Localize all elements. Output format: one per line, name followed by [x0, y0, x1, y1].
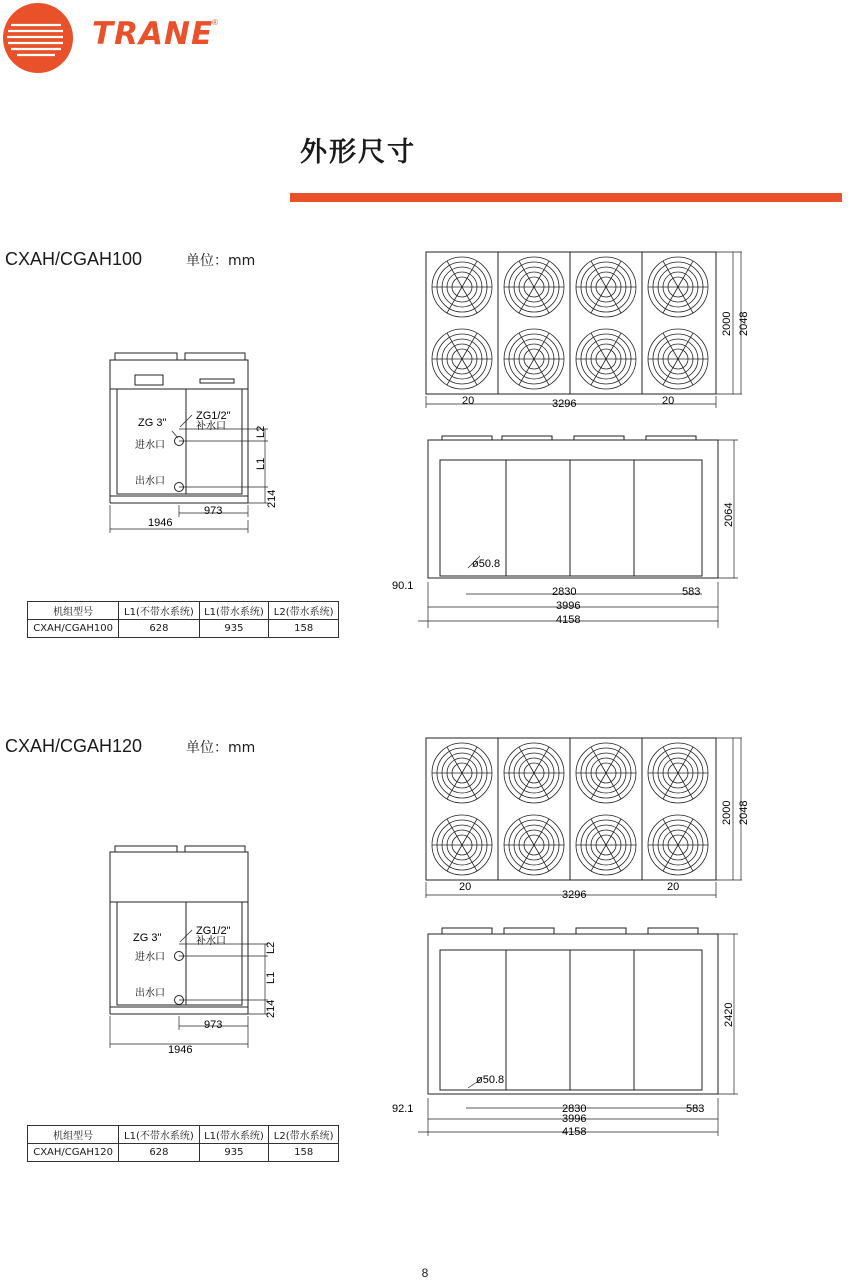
dim-3296: 3296: [552, 398, 577, 410]
fan-grille-icon: [432, 257, 492, 317]
water-inlet-label: 进水口: [135, 440, 165, 451]
table-cell: 935: [199, 1144, 269, 1162]
dim-2000: 2000: [721, 311, 733, 336]
dim-2830: 2830: [562, 1103, 587, 1115]
side-view-drawing: [392, 432, 742, 632]
table-header-cell: L2(带水系统): [269, 1126, 339, 1144]
front-view-drawing: [100, 345, 285, 535]
table-header-cell: L1(带水系统): [199, 1126, 269, 1144]
l1-dim: L1: [265, 971, 277, 984]
model-title: CXAH/CGAH100: [5, 249, 143, 269]
fan-grille-icon: [576, 329, 636, 389]
dim-20-right: 20: [667, 881, 680, 893]
makeup-water-label: 补水口: [196, 421, 226, 432]
dim-3996: 3996: [562, 1113, 587, 1125]
table-row: [28, 620, 339, 638]
dim-20-left: 20: [462, 395, 475, 407]
page-number: 8: [421, 1266, 429, 1280]
dim-2830: 2830: [552, 586, 577, 598]
dim-973: 973: [204, 505, 223, 517]
table-header-row: [28, 1126, 339, 1144]
zg-small-label: ZG1/2": [196, 925, 231, 937]
page-title: 外形尺寸: [300, 137, 416, 168]
makeup-water-label: 补水口: [196, 936, 226, 947]
dim-3296: 3296: [562, 889, 587, 900]
dim-offset: 90.1: [392, 580, 414, 592]
fan-grille-icon: [432, 329, 492, 389]
spec-table: [27, 601, 339, 638]
fan-grille-icon: [648, 743, 708, 803]
table-header-cell: L1(不带水系统): [119, 602, 199, 620]
title-accent-bar: [290, 193, 842, 202]
table-header-cell: L2(带水系统): [269, 602, 339, 620]
table-cell: 158: [269, 620, 339, 638]
dim-583: 583: [682, 586, 701, 598]
dim-2048: 2048: [738, 800, 750, 825]
zg-large-label: ZG 3": [138, 417, 167, 429]
l2-dim: L2: [265, 941, 277, 954]
fan-grille-icon: [576, 743, 636, 803]
dim-214: 214: [265, 999, 277, 1018]
spec-table: [27, 1125, 339, 1162]
table-cell: 628: [119, 1144, 199, 1162]
zg-small-label: ZG1/2": [196, 410, 231, 422]
model-title: CXAH/CGAH120: [5, 736, 143, 756]
dim-height: 2064: [723, 502, 735, 527]
fan-grille-icon: [648, 257, 708, 317]
water-outlet-label: 出水口: [135, 988, 165, 999]
pipe-diameter: ø50.8: [476, 1074, 505, 1086]
dim-offset: 92.1: [392, 1103, 414, 1115]
dim-2000: 2000: [721, 800, 733, 825]
unit-label: 单位：mm: [186, 253, 256, 269]
dim-4158: 4158: [562, 1126, 587, 1138]
fan-grille-icon: [648, 815, 708, 875]
fan-grille-icon: [504, 815, 564, 875]
table-cell: 628: [119, 620, 199, 638]
l1-dim: L1: [255, 457, 267, 470]
dim-4158: 4158: [556, 614, 581, 626]
table-header-cell: 机组型号: [28, 602, 119, 620]
fan-grille-icon: [576, 815, 636, 875]
table-cell: 935: [199, 620, 269, 638]
l2-dim: L2: [255, 425, 267, 438]
dim-973: 973: [204, 1019, 223, 1031]
table-cell: CXAH/CGAH120: [28, 1144, 119, 1162]
dim-2048: 2048: [738, 311, 750, 336]
dim-20-left: 20: [459, 881, 472, 893]
dim-1946: 1946: [168, 1044, 193, 1056]
fan-grille-icon: [648, 329, 708, 389]
dim-3996: 3996: [556, 600, 581, 612]
dim-214: 214: [266, 489, 278, 508]
dim-1946: 1946: [148, 517, 173, 529]
fan-grille-icon: [432, 743, 492, 803]
registered-mark: ®: [212, 18, 218, 27]
front-view-drawing: [100, 838, 285, 1058]
table-header-cell: 机组型号: [28, 1126, 119, 1144]
dim-583: 583: [686, 1103, 705, 1115]
unit-label: 单位：mm: [186, 740, 256, 756]
trane-logo-mark: [3, 3, 73, 73]
water-inlet-label: 进水口: [135, 952, 165, 963]
table-header-cell: L1(带水系统): [199, 602, 269, 620]
fan-grille-icon: [576, 257, 636, 317]
table-header-cell: L1(不带水系统): [119, 1126, 199, 1144]
dim-20-right: 20: [662, 395, 675, 407]
water-outlet-label: 出水口: [135, 476, 165, 487]
table-row: [28, 1144, 339, 1162]
side-view-drawing: [392, 922, 742, 1142]
dim-height: 2420: [723, 1002, 735, 1027]
table-cell: CXAH/CGAH100: [28, 620, 119, 638]
fan-grille-icon: [504, 257, 564, 317]
top-view-drawing: [412, 244, 752, 414]
top-view-drawing: [412, 730, 752, 900]
fan-grille-icon: [504, 743, 564, 803]
pipe-diameter: ø50.8: [472, 558, 501, 570]
table-cell: 158: [269, 1144, 339, 1162]
fan-grille-icon: [432, 815, 492, 875]
trane-logo-wordmark: TRANE: [92, 16, 214, 52]
fan-grille-icon: [504, 329, 564, 389]
zg-large-label: ZG 3": [133, 932, 162, 944]
table-header-row: [28, 602, 339, 620]
